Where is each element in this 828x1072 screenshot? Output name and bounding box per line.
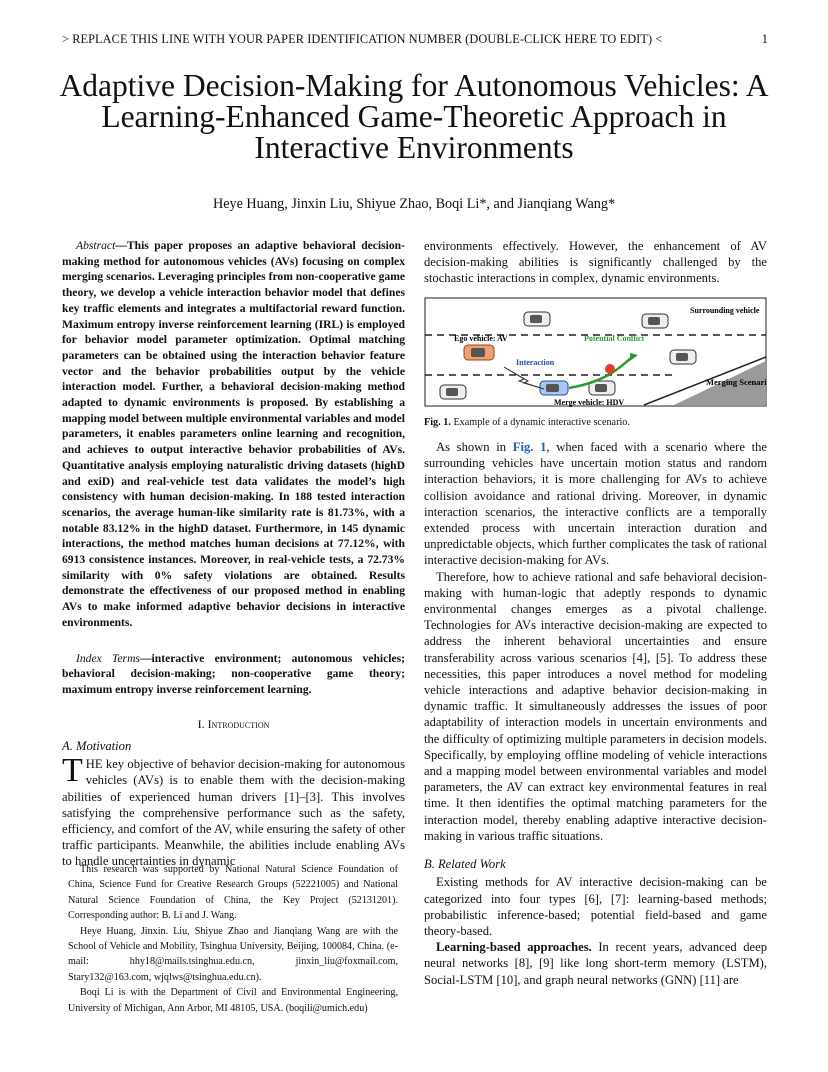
drop-cap: T [62, 752, 83, 790]
subsection-heading-motivation: A. Motivation [62, 738, 132, 753]
caption-text: Example of a dynamic interactive scenario. [453, 416, 630, 428]
index-terms [62, 651, 405, 698]
motivation-paragraph [62, 752, 405, 869]
label-interaction: Interaction [516, 357, 555, 367]
conflict-marker [605, 364, 615, 374]
footnote-affiliation-1: Heye Huang, Jinxin. Liu, Shiyue Zhao and Jianqiang Wang are with the School of Vehicle and Mobility, Tsinghua University, Beijing, 100084, China. (e-mail: hhy18@mails.tsinghua.edu.cn, jinxin_liu@foxmail.com, Stary132@163.com, wjqlws@tsinghua.edu.cn). [68, 925, 398, 983]
scenario-diagram [424, 297, 767, 407]
section-heading-introduction: I. Introduction [197, 716, 270, 731]
bold-lead: Learning-based approaches. [436, 940, 592, 955]
figure-1 [424, 297, 767, 431]
text-span: , when faced with a scenario where the surrounding vehicles have uncertain motion status and random interaction behaviors, it is more challenging for AVs to achieve collision avoidance and rational driving. Moreover, in dynamic interaction scenarios, the interactive conflicts are a temporally extended process with uncertain interaction duration and unpredictable objects, which further complicates the task of rational interactive decision-making for AVs. [424, 440, 768, 568]
abstract-text: —This paper proposes an adaptive behavioral decision-making method for autonomous vehicles (AVs) focusing on complex merging scenarios. Leveraging principles from non-cooperative game theory, we develop a vehicle interaction behavior model that defines key traffic elements and integrates a multifactorial reward function. Maximum entropy inverse reinforcement learning (IRL) is employed for behavior model parameter optimization. Optimal matching parameters can be obtained using the interaction behavior feature vector and the behavior probabilities output by the vehicle interaction model. Further, a behavioral decision-making method adapted to dynamic environments is proposed. By establishing a mapping model between multiple environmental variables and model parameters, it enables parameters online learning and recognition, and achieves to output interactive behavior probabilities of AVs. Quantitative analysis employing naturalistic driving datasets (highD and exiD) and real-vehicle test data validates the model’s high consistency with human decision-making. In 188 tested interaction scenarios, the average human-like similarity rate is 81.73%, with a notable 83.12% in the highD dataset. Furthermore, in 145 dynamic interactions, the method matches human decisions at 77.12%, with 6913 consistence instances. Moreover, in real-vehicle tests, a 72.73% similarity with 0% safety violations are obtained. Results demonstrate the effectiveness of our proposed method in enabling AVs to make informed adaptive behavior decisions in interactive environments. [62, 239, 405, 629]
running-header [62, 32, 768, 47]
car-icon [642, 314, 668, 328]
figure-caption [424, 415, 767, 431]
car-icon [524, 312, 550, 326]
left-column [62, 238, 405, 870]
merge-vehicle-icon [540, 381, 568, 395]
caption-label: Fig. 1. [424, 416, 451, 428]
paragraph-therefore: Therefore, how to achieve rational and safe behavioral decision-making with human-logic that adeptly responds to dynamic environmental changes emerges as a pivotal challenge. Technologies for AVs interactive decision-making are expected to address the inherent behavioral uncertainties and ensure transferability across various scenarios [4], [5]. To address these necessities, this paper introduces a novel method for modeling vehicle interactions and adaptive behavior decision-making in dynamic traffic. It simultaneously addresses the issues of poor adaptability of interaction models in uncertain environments and the difficulty of optimizing multiple parameters in decision models. Specifically, by employing offline modeling of vehicle interactions and a mapping model between environmental variables and model parameters, the AV can extract key environmental features in real time. It then identifies the optimal matching parameters for the interaction model, thereby enabling adaptive interactive decision-making in various traffic situations. [424, 569, 767, 843]
footnote-funding: This research was supported by National Natural Science Foundation of China, Science Fund for Creative Research Groups (52221005) and National Natural Science Foundation of China, the Key Project (52131201). Corresponding author: B. Li and J. Wang. [68, 864, 398, 922]
label-surrounding: Surrounding vehicle [690, 305, 760, 315]
subsection-heading-related-work: B. Related Work [424, 857, 506, 872]
paragraph-learning-based [424, 939, 767, 988]
figure-reference-link[interactable]: Fig. 1 [512, 440, 547, 455]
label-merging-scenario: Merging Scenario [706, 376, 767, 387]
car-icon [440, 385, 466, 399]
paper-title: Adaptive Decision-Making for Autonomous Vehicles: A Learning-Enhanced Game-Theoretic Approach in Interactive Environments [59, 68, 769, 165]
paragraph-existing-methods: Existing methods for AV interactive decision-making can be categorized into four types [6], [7]: learning-based methods; probabilistic inference-based; potential field-based and game theory-based. [424, 875, 767, 938]
label-potential-conflict: Potential Conflict [584, 333, 645, 343]
text-span: In recent years, advanced deep neural networks [8], [9] like long short-term memory (LSTM), Social-LSTM [10], and graph neural networks (GNN) [11] are [424, 940, 768, 987]
continued-paragraph: environments effectively. However, the enhancement of AV decision-making abilities is significantly challenged by the stochastic interactions in complex, dynamic environments. [424, 239, 767, 286]
label-ego: Ego vehicle: AV [454, 333, 508, 343]
label-merge-vehicle: Merge vehicle: HDV [554, 397, 625, 407]
abstract-label: Abstract [76, 239, 116, 252]
text-span: As shown in [436, 440, 513, 455]
ego-vehicle-icon [464, 345, 494, 360]
header-text: > REPLACE THIS LINE WITH YOUR PAPER IDENTIFICATION NUMBER (DOUBLE-CLICK HERE TO EDIT) < [62, 32, 663, 46]
abstract [62, 238, 405, 631]
footnote-affiliation-2: Boqi Li is with the Department of Civil and Environmental Engineering, University of Michigan, Ann Arbor, MI 48105, USA. (boqili@umich.edu) [68, 987, 398, 1014]
index-terms-text: —interactive environment; autonomous vehicles; behavioral decision-making; non-cooperative game theory; maximum entropy inverse reinforcement learning. [62, 651, 405, 696]
page-number: 1 [761, 32, 768, 46]
motivation-text: HE key objective of behavior decision-making for autonomous vehicles (AVs) is to enable them with the decision-making abilities of experienced human drivers [1]–[3]. This involves satisfying the comprehensive performance such as the safety, efficiency, and comfort of the AV, while ensuring the safety of other traffic participants. Meanwhile, the abilities include enabling AVs to handle uncertainties in dynamic [62, 757, 405, 869]
author-list: Heye Huang, Jinxin Liu, Shiyue Zhao, Boqi Li*, and Jianqiang Wang* [212, 196, 616, 212]
paragraph-as-shown [424, 439, 767, 569]
footnote [68, 862, 398, 1016]
car-icon [670, 350, 696, 364]
index-terms-label: Index Terms [76, 651, 140, 665]
right-column [424, 238, 767, 988]
